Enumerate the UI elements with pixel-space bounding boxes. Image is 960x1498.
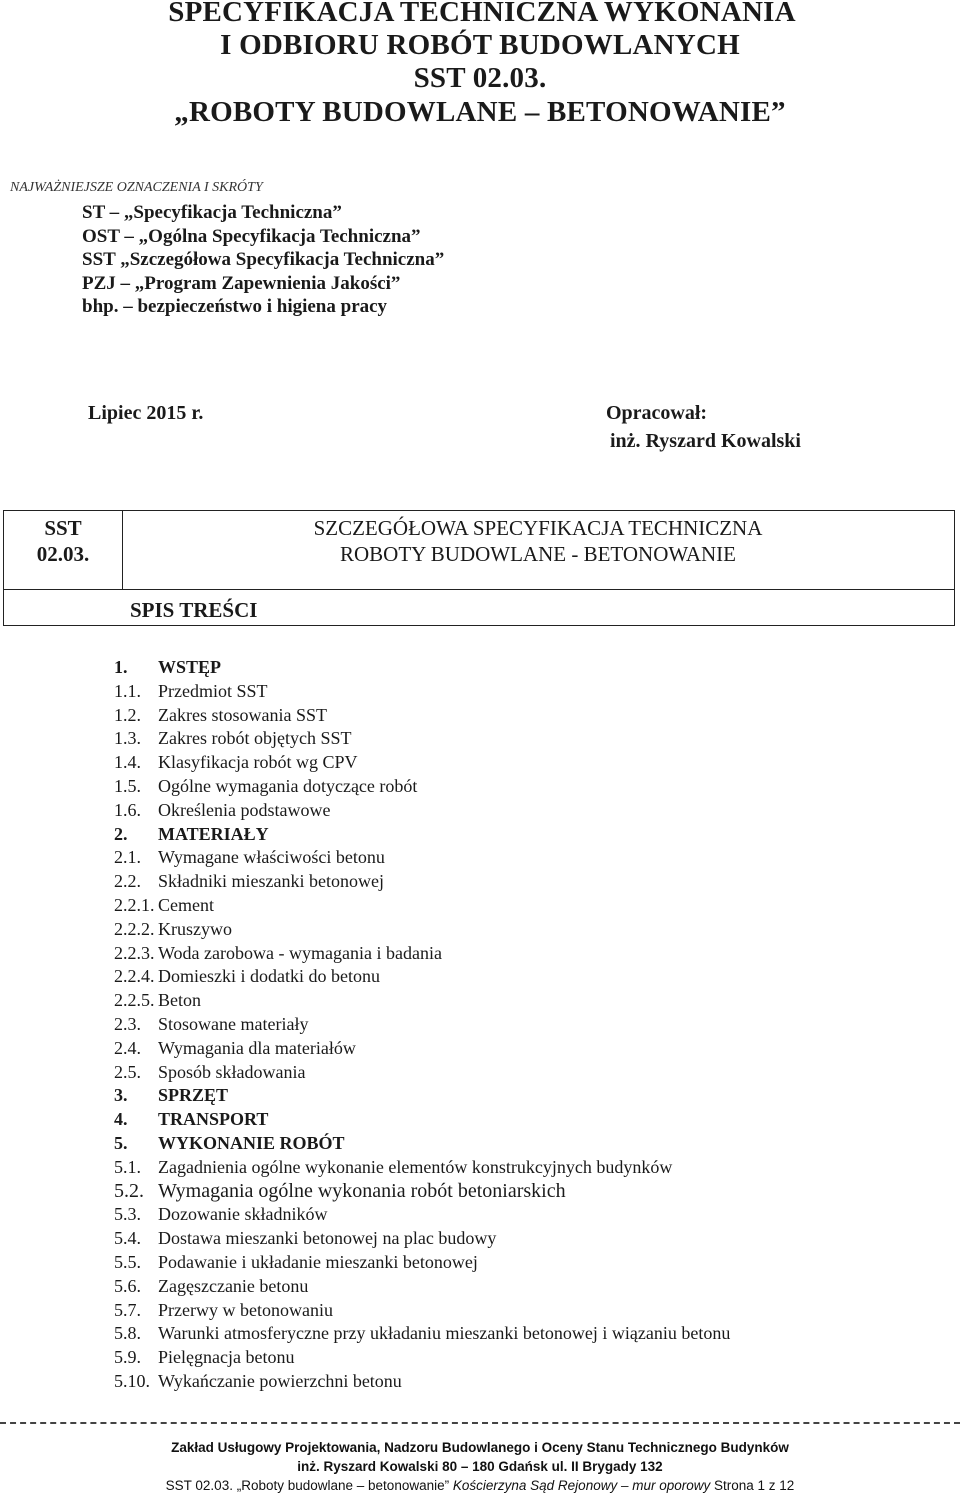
- title-line-2: I ODBIORU ROBÓT BUDOWLANYCH: [220, 29, 740, 61]
- toc-item-text: Domieszki i dodatki do betonu: [158, 966, 380, 987]
- footer-project: Kościerzyna Sąd Rejonowy – mur oporowy: [452, 1478, 711, 1493]
- toc-title: SPIS TREŚCI: [130, 598, 258, 622]
- toc-item-number: 2.: [114, 823, 128, 844]
- spec-title-line-2: ROBOTY BUDOWLANE - BETONOWANIE: [339, 542, 737, 566]
- spec-title-cell: [122, 515, 954, 567]
- abbreviation-item: SST „Szczegółowa Specyfikacja Techniczna”: [82, 249, 445, 270]
- toc-item-number: 1.1.: [114, 680, 141, 701]
- toc-item-text: Wymagane właściwości betonu: [158, 847, 385, 868]
- toc-item-text: Cement: [158, 894, 214, 915]
- toc-item-number: 2.2.1.: [114, 894, 155, 915]
- toc-item-text: Ogólne wymagania dotyczące robót: [158, 775, 418, 796]
- toc-item-number: 2.2.5.: [114, 990, 155, 1011]
- toc-item-text: Sposób składowania: [158, 1061, 306, 1082]
- toc-item-text: Zakres stosowania SST: [158, 704, 327, 725]
- toc-item-number: 2.2.2.: [114, 918, 155, 939]
- spec-code-line-1: SST: [44, 516, 82, 540]
- toc-item-number: 5.6.: [114, 1275, 141, 1296]
- document-date: Lipiec 2015 r.: [88, 402, 204, 424]
- footer-address: inż. Ryszard Kowalski 80 – 180 Gdańsk ul. II Brygady 132: [297, 1459, 663, 1474]
- toc-item-number: 2.1.: [114, 847, 141, 868]
- toc-item-number: 4.: [114, 1109, 128, 1130]
- toc-item-text: Beton: [158, 990, 201, 1011]
- toc-item-text: Warunki atmosferyczne przy układaniu mieszanki betonowej i wiązaniu betonu: [158, 1323, 731, 1344]
- toc-item-number: 1.5.: [114, 775, 141, 796]
- abbreviation-item: bhp. – bezpieczeństwo i higiena pracy: [82, 296, 388, 317]
- abbreviation-item: ST – „Specyfikacja Techniczna”: [82, 202, 342, 223]
- abbreviations-list: [82, 201, 444, 319]
- toc-item-number: 5.2.: [114, 1179, 144, 1202]
- toc-item-text: Przedmiot SST: [158, 680, 268, 701]
- toc-item-number: 2.5.: [114, 1061, 141, 1082]
- footer-separator: [0, 1422, 960, 1424]
- toc-item-text: Wymagania ogólne wykonania robót betoniarskich: [158, 1179, 566, 1202]
- toc-item-number: 1.4.: [114, 752, 141, 773]
- spec-header-box: [3, 510, 955, 626]
- toc-item-text: Pielęgnacja betonu: [158, 1347, 295, 1368]
- footer-company: Zakład Usługowy Projektowania, Nadzoru Budowlanego i Oceny Stanu Technicznego Budynków: [171, 1440, 789, 1455]
- toc-item-text: Woda zarobowa - wymagania i badania: [158, 942, 442, 963]
- toc-item-text: Podawanie i układanie mieszanki betonowej: [158, 1251, 478, 1272]
- toc-item-text: Wykańczanie powierzchni betonu: [158, 1370, 402, 1391]
- spec-title-line-1: SZCZEGÓŁOWA SPECYFIKACJA TECHNICZNA: [313, 516, 763, 540]
- title-line-4: „ROBOTY BUDOWLANE – BETONOWANIE”: [174, 96, 786, 128]
- toc-item-number: 5.4.: [114, 1228, 141, 1249]
- toc-item-text: Dozowanie składników: [158, 1204, 328, 1225]
- toc-item-text: Klasyfikacja robót wg CPV: [158, 752, 358, 773]
- prepared-by-name: inż. Ryszard Kowalski: [610, 430, 801, 452]
- toc-item-text: TRANSPORT: [158, 1109, 269, 1130]
- toc-item-text: Stosowane materiały: [158, 1013, 309, 1034]
- toc-item-number: 2.2.4.: [114, 966, 155, 987]
- toc-item-text: Składniki mieszanki betonowej: [158, 871, 384, 892]
- toc-item-number: 2.2.3.: [114, 942, 155, 963]
- toc-item-number: 1.: [114, 657, 128, 677]
- toc-item-number: 1.2.: [114, 704, 141, 725]
- footer-page-info: [0, 1478, 960, 1493]
- toc-item-text: WYKONANIE ROBÓT: [158, 1132, 345, 1153]
- toc-item-number: 5.: [114, 1132, 128, 1153]
- toc-item-number: 1.3.: [114, 728, 141, 749]
- toc-item-number: 2.3.: [114, 1013, 141, 1034]
- abbreviation-item: PZJ – „Program Zapewnienia Jakości”: [82, 272, 401, 294]
- toc-item-text: Kruszywo: [158, 918, 232, 939]
- header-horizontal-divider: [4, 589, 954, 590]
- toc-item-number: 5.10.: [114, 1370, 150, 1391]
- spec-code-cell: [4, 515, 122, 567]
- toc-item-text: Określenia podstawowe: [158, 799, 331, 820]
- toc-item-text: Zagęszczanie betonu: [158, 1275, 309, 1296]
- toc-item-number: 2.2.: [114, 871, 141, 892]
- title-line-1: SPECYFIKACJA TECHNICZNA WYKONANIA: [168, 0, 796, 28]
- toc-item-text: Dostawa mieszanki betonowej na plac budowy: [158, 1228, 497, 1249]
- toc-item-number: 5.5.: [114, 1251, 141, 1272]
- toc-item-text: Zagadnienia ogólne wykonanie elementów konstrukcyjnych budynków: [158, 1156, 673, 1177]
- spec-code-line-2: 02.03.: [36, 542, 90, 566]
- toc-item-number: 5.3.: [114, 1204, 141, 1225]
- toc-item-number: 5.9.: [114, 1347, 141, 1368]
- toc-item-text: Zakres robót objętych SST: [158, 728, 352, 749]
- toc-item-number: 5.7.: [114, 1299, 141, 1320]
- toc-item-number: 1.6.: [114, 799, 141, 820]
- toc-item-text: WSTĘP: [158, 657, 222, 677]
- toc-item-text: SPRZĘT: [158, 1085, 229, 1106]
- toc-item-number: 3.: [114, 1085, 128, 1106]
- toc-item-number: 5.1.: [114, 1156, 141, 1177]
- abbreviations-heading: NAJWAŻNIEJSZE OZNACZENIA I SKRÓTY: [10, 180, 263, 195]
- toc-item-number: 5.8.: [114, 1323, 141, 1344]
- footer-page-number: Strona 1 z 12: [714, 1478, 795, 1493]
- abbreviation-item: OST – „Ogólna Specyfikacja Techniczna”: [82, 225, 421, 247]
- toc-item-number: 2.4.: [114, 1037, 141, 1058]
- toc-item-text: Przerwy w betonowaniu: [158, 1299, 333, 1320]
- toc-item-text: MATERIAŁY: [158, 823, 269, 844]
- title-line-3: SST 02.03.: [413, 62, 547, 94]
- toc-item-text: Wymagania dla materiałów: [158, 1037, 356, 1058]
- prepared-by-label: Opracował:: [606, 402, 708, 424]
- footer-doc-ref: SST 02.03. „Roboty budowlane – betonowanie”: [165, 1478, 450, 1493]
